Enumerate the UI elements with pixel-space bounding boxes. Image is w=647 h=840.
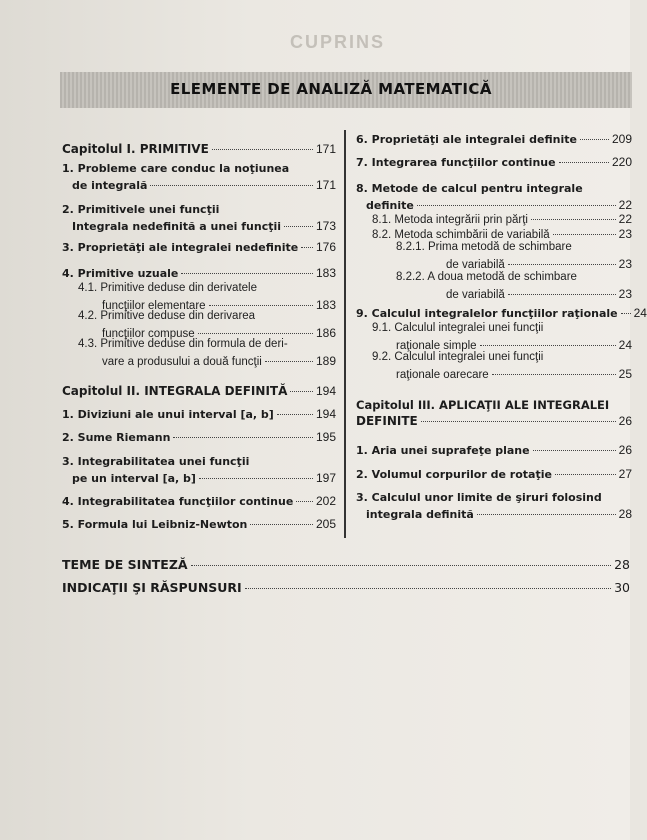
toc-page-number: 209 [611, 132, 632, 146]
dot-leader [480, 345, 616, 346]
toc-entry-text: 2. Sume Riemann [62, 431, 171, 444]
toc-page-number: 26 [618, 414, 632, 428]
toc-page-number: 176 [315, 240, 336, 254]
dot-leader [533, 450, 616, 451]
dot-leader [296, 501, 313, 502]
toc-page-number: 23 [618, 257, 632, 271]
section-banner [60, 72, 632, 108]
toc-entry-text: 1. Aria unei suprafeţe plane [356, 444, 530, 457]
toc-entry[interactable] [446, 257, 632, 271]
toc-entry-text: 3. Proprietăţi ale integralei nedefinite [62, 241, 299, 254]
toc-entry-text: 3. Integrabilitatea unei funcţii [62, 455, 250, 468]
toc-entry-text: 9.1. Calculul integralei unei funcţii [372, 322, 544, 334]
dot-leader [531, 219, 616, 220]
toc-entry-text: raţionale oarecare [396, 369, 489, 381]
toc-entry-text: de integrală [72, 179, 148, 192]
dot-leader [555, 474, 616, 475]
toc-entry-text: 4.1. Primitive deduse din derivatele [78, 282, 257, 294]
toc-page-number: 220 [611, 155, 632, 169]
toc-entry-text: vare a produsului a două funcţii [102, 356, 262, 368]
toc-entry-text: de variabilă [446, 259, 505, 271]
toc-entry-text: 1. Diviziuni ale unui interval [a, b] [62, 408, 274, 421]
dot-leader [250, 524, 313, 525]
toc-entry[interactable] [372, 227, 632, 241]
toc-page-number: 194 [315, 407, 336, 421]
bleed-through-text: CUPRINS [290, 32, 386, 52]
toc-entry-text: 8.2.1. Prima metodă de schimbare [396, 241, 572, 253]
toc-page-number: 183 [315, 266, 336, 280]
dot-leader [290, 391, 313, 392]
dot-leader [621, 313, 631, 314]
toc-page-number: 171 [315, 142, 336, 156]
column-divider [344, 130, 346, 538]
toc-entry-text: 8.2.2. A doua metodă de schimbare [396, 271, 577, 283]
dot-leader [580, 139, 609, 140]
toc-entry[interactable] [62, 430, 336, 444]
toc-entry[interactable] [366, 507, 632, 521]
toc-entry-text: 4.2. Primitive deduse din derivarea [78, 310, 256, 322]
dot-leader [245, 588, 611, 589]
toc-entry[interactable] [62, 407, 336, 421]
dot-leader [559, 162, 609, 163]
toc-page-number: 202 [315, 494, 336, 508]
toc-entry[interactable] [356, 306, 647, 320]
toc-page-number: 205 [315, 517, 336, 531]
toc-page-number: 23 [618, 227, 632, 241]
dot-leader [191, 565, 612, 566]
dot-leader [508, 264, 616, 265]
toc-entry-text: 8.1. Metoda integrării prin părţi [372, 214, 528, 226]
toc-entry-text: 9.2. Calculul integralei unei funcţii [372, 351, 544, 363]
toc-entry-text: de variabilă [446, 289, 505, 301]
toc-entry-text: TEME DE SINTEZĂ [62, 557, 188, 572]
dot-leader [301, 247, 313, 248]
toc-page-number: 22 [618, 198, 632, 212]
toc-entry-text: Capitolul I. PRIMITIVE [62, 142, 209, 156]
dot-leader [492, 374, 616, 375]
toc-page-number: 171 [315, 178, 336, 192]
toc-entry-text: 3. Calculul unor limite de şiruri folosind [356, 491, 602, 504]
dot-leader [181, 273, 313, 274]
toc-page-number: 24 [618, 338, 632, 352]
toc-entry-text: 8. Metode de calcul pentru integrale [356, 182, 583, 195]
toc-entry[interactable] [396, 367, 632, 381]
toc-page-number: 23 [618, 287, 632, 301]
toc-page-number: 26 [618, 443, 632, 457]
toc-entry-text: INDICAŢII ŞI RĂSPUNSURI [62, 580, 242, 595]
toc-entry[interactable] [356, 443, 632, 457]
dot-leader [198, 333, 313, 334]
dot-leader [277, 414, 313, 415]
toc-entry[interactable] [62, 517, 336, 531]
toc-entry[interactable] [62, 142, 336, 156]
toc-entry-text: 4. Primitive uzuale [62, 267, 179, 280]
toc-entry-text: DEFINITE [356, 414, 418, 428]
toc-entry[interactable] [62, 266, 336, 280]
toc-entry-text: 2. Volumul corpurilor de rotaţie [356, 468, 552, 481]
toc-page-number: 28 [614, 557, 630, 572]
toc-entry-text: 7. Integrarea funcţiilor continue [356, 156, 556, 169]
toc-entry[interactable] [62, 240, 336, 254]
dot-leader [417, 205, 616, 206]
dot-leader [150, 185, 313, 186]
dot-leader [199, 478, 313, 479]
toc-entry-text: 4.3. Primitive deduse din formula de deri- [78, 338, 288, 350]
dot-leader [209, 305, 313, 306]
toc-entry[interactable] [72, 471, 336, 485]
toc-page-number: 27 [618, 467, 632, 481]
toc-entry-text: 2. Primitivele unei funcţii [62, 203, 220, 216]
dot-leader [508, 294, 616, 295]
toc-page-number: 195 [315, 430, 336, 444]
section-title: ELEMENTE DE ANALIZĂ MATEMATICĂ [170, 80, 492, 98]
toc-page-number: 173 [315, 219, 336, 233]
toc-page-number: 186 [315, 326, 336, 340]
dot-leader [477, 514, 616, 515]
toc-entry-text: Capitolul III. APLICAŢII ALE INTEGRALEI [356, 398, 610, 412]
toc-entry[interactable] [396, 338, 632, 352]
toc-page-number: 28 [618, 507, 632, 521]
toc-entry[interactable] [72, 178, 336, 192]
toc-entry-text: funcţiilor elementare [102, 300, 206, 312]
toc-entry[interactable] [62, 494, 336, 508]
toc-page-number: 197 [315, 471, 336, 485]
toc-entry[interactable] [356, 467, 632, 481]
toc-page-number: 30 [614, 580, 630, 595]
dot-leader [212, 149, 313, 150]
toc-page-number: 24 [633, 306, 647, 320]
toc-page-number: 25 [618, 367, 632, 381]
toc-entry[interactable] [102, 354, 336, 368]
toc-entry[interactable] [372, 212, 632, 226]
toc-entry-text: definite [366, 199, 414, 212]
toc-entry[interactable] [446, 287, 632, 301]
dot-leader [421, 421, 616, 422]
toc-bottom-entry[interactable] [62, 580, 630, 595]
toc-entry-text: 8.2. Metoda schimbării de variabilă [372, 229, 550, 241]
toc-entry-text: integrala definită [366, 508, 474, 521]
dot-leader [173, 437, 313, 438]
toc-entry[interactable] [356, 132, 632, 146]
toc-entry[interactable] [356, 155, 632, 169]
toc-entry-text: 4. Integrabilitatea funcţiilor continue [62, 495, 294, 508]
toc-entry-text: 6. Proprietăţi ale integralei definite [356, 133, 577, 146]
dot-leader [553, 234, 616, 235]
toc-entry-text: funcţiilor compuse [102, 328, 195, 340]
toc-bottom-entry[interactable] [62, 557, 630, 572]
toc-entry[interactable] [72, 219, 336, 233]
toc-entry-text: 1. Probleme care conduc la noţiunea [62, 162, 290, 175]
toc-entry-text: Capitolul II. INTEGRALA DEFINITĂ [62, 384, 288, 398]
dot-leader [284, 226, 313, 227]
toc-entry[interactable] [62, 384, 336, 398]
toc-entry[interactable] [366, 198, 632, 212]
toc-entry-text: 9. Calculul integralelor funcţiilor raţionale [356, 307, 618, 320]
toc-entry-text: 5. Formula lui Leibniz-Newton [62, 518, 248, 531]
toc-entry[interactable] [356, 414, 632, 428]
toc-page-number: 189 [315, 354, 336, 368]
toc-entry-text: raţionale simple [396, 340, 477, 352]
toc-page-number: 22 [618, 212, 632, 226]
dot-leader [265, 361, 313, 362]
toc-page-number: 194 [315, 384, 336, 398]
toc-page-number: 183 [315, 298, 336, 312]
toc-entry-text: Integrala nedefinită a unei funcţii [72, 220, 282, 233]
toc-entry-text: pe un interval [a, b] [72, 472, 196, 485]
